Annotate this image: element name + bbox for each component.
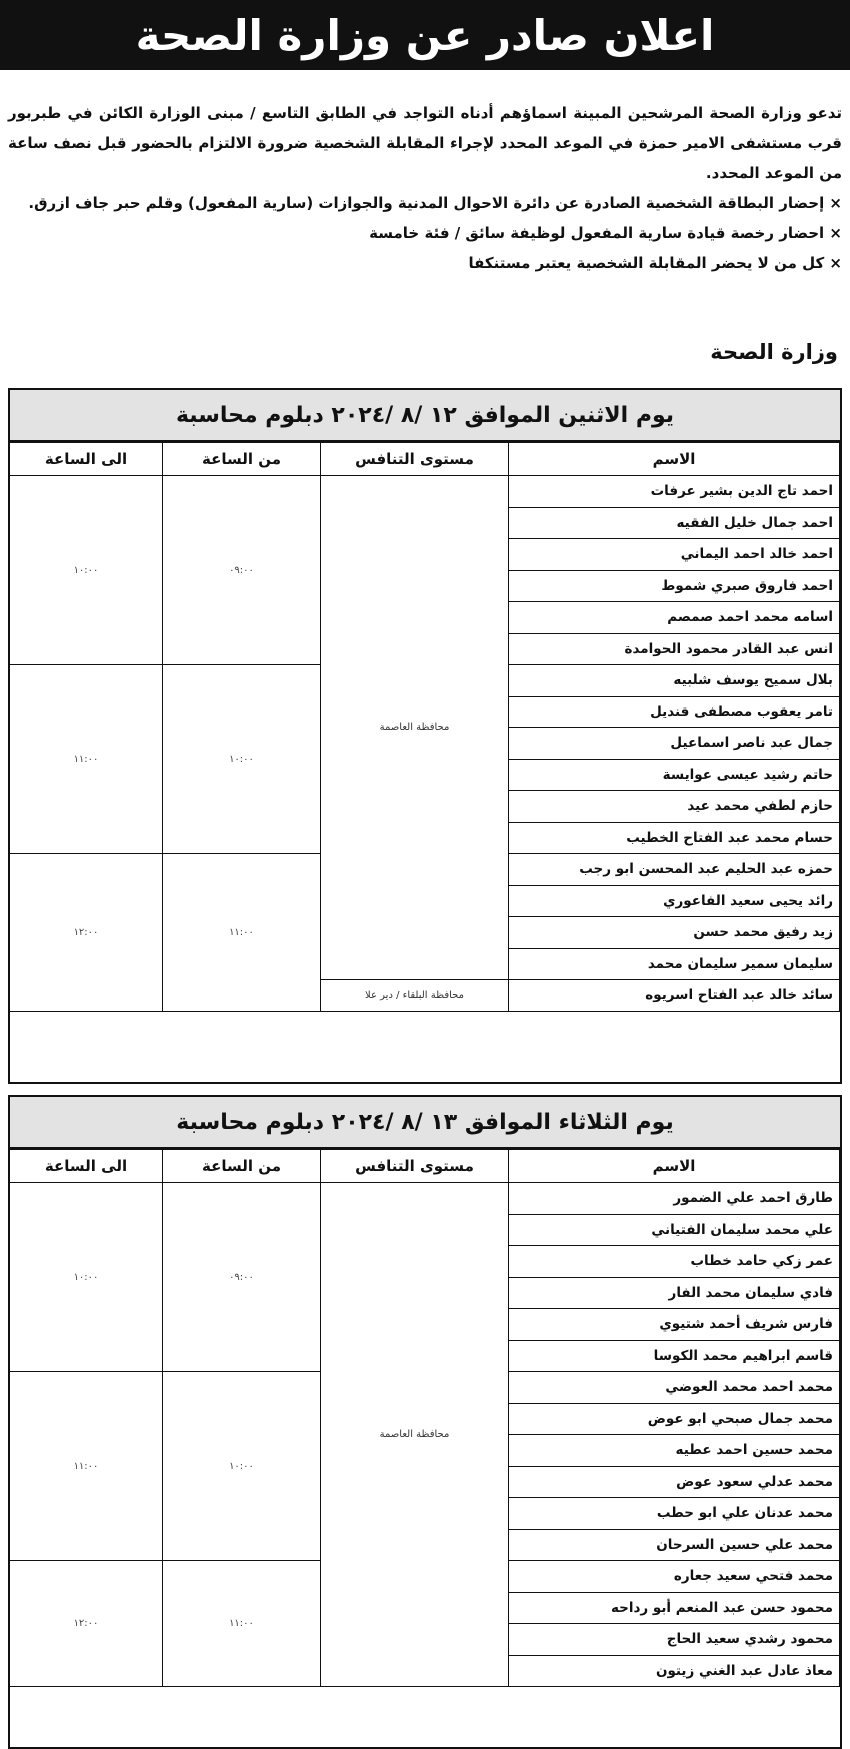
intro-bullet-license: × احضار رخصة قيادة سارية المفعول لوظيفة سائق / فئة خامسة	[369, 224, 842, 242]
candidate-name: محمد فتحي سعيد جعاره	[509, 1561, 840, 1593]
candidate-name: فارس شريف أحمد شتيوي	[509, 1309, 840, 1341]
candidate-name: محمود حسن عبد المنعم أبو رداحه	[509, 1592, 840, 1624]
candidate-name: محمد عدنان علي ابو حطب	[509, 1498, 840, 1530]
table-header-row	[10, 1150, 840, 1183]
slot-from: ١١:٠٠	[163, 1561, 321, 1687]
col-header-from: من الساعة	[163, 1150, 321, 1183]
slot-from: ١٠:٠٠	[163, 1372, 321, 1561]
candidate-name: بلال سميح يوسف شلبيه	[509, 665, 840, 697]
candidate-name: تامر يعقوب مصطفى قنديل	[509, 696, 840, 728]
candidate-name: احمد فاروق صبري شموط	[509, 570, 840, 602]
candidate-name: محمد حسين احمد عطيه	[509, 1435, 840, 1467]
schedule-day2	[8, 1095, 842, 1749]
intro-text	[8, 98, 842, 278]
candidate-name: طارق احمد علي الضمور	[509, 1183, 840, 1215]
candidate-name: محمد احمد محمد العوضي	[509, 1372, 840, 1404]
candidate-name: احمد خالد احمد اليماني	[509, 539, 840, 571]
candidate-name: علي محمد سليمان الفتياني	[509, 1214, 840, 1246]
col-header-name: الاسم	[509, 1150, 840, 1183]
day2-title: يوم الثلاثاء الموافق ١٣ /٨ /٢٠٢٤ دبلوم محاسبة	[10, 1097, 840, 1149]
slot-from: ١٠:٠٠	[163, 665, 321, 854]
slot-from: ٠٩:٠٠	[163, 476, 321, 665]
slot-to: ١١:٠٠	[10, 1372, 163, 1561]
candidate-name: سائد خالد عبد الفتاح اسريوه	[509, 980, 840, 1012]
candidate-name: جمال عبد ناصر اسماعيل	[509, 728, 840, 760]
col-header-to: الى الساعة	[10, 443, 163, 476]
table-row	[10, 1183, 840, 1215]
slot-to: ١٠:٠٠	[10, 476, 163, 665]
day1-table	[9, 442, 840, 1012]
competition-level-alt: محافظة البلقاء / دير علا	[321, 980, 509, 1012]
schedule-day1	[8, 388, 842, 1084]
candidate-name: احمد جمال خليل الفقيه	[509, 507, 840, 539]
candidate-name: قاسم ابراهيم محمد الكوسا	[509, 1340, 840, 1372]
col-header-to: الى الساعة	[10, 1150, 163, 1183]
candidate-name: محمد علي حسين السرحان	[509, 1529, 840, 1561]
candidate-name: زيد رفيق محمد حسن	[509, 917, 840, 949]
candidate-name: حسام محمد عبد الفتاح الخطيب	[509, 822, 840, 854]
candidate-name: عمر زكي حامد خطاب	[509, 1246, 840, 1278]
slot-from: ١١:٠٠	[163, 854, 321, 1012]
slot-from: ٠٩:٠٠	[163, 1183, 321, 1372]
candidate-name: سليمان سمير سليمان محمد	[509, 948, 840, 980]
candidate-name: حاتم رشيد عيسى عوايسة	[509, 759, 840, 791]
slot-to: ١٢:٠٠	[10, 1561, 163, 1687]
day1-title: يوم الاثنين الموافق ١٢ /٨ /٢٠٢٤ دبلوم محاسبة	[10, 390, 840, 442]
candidate-name: رائد يحيى سعيد الفاعوري	[509, 885, 840, 917]
slot-to: ١٠:٠٠	[10, 1183, 163, 1372]
col-header-level: مستوى التنافس	[321, 1150, 509, 1183]
col-header-from: من الساعة	[163, 443, 321, 476]
page-title: اعلان صادر عن وزارة الصحة	[135, 10, 715, 60]
intro-bullet-id: × إحضار البطاقة الشخصية الصادرة عن دائرة الاحوال المدنية والجوازات (سارية المفعول) وقلم حبر جاف ازرق.	[28, 194, 842, 212]
col-header-name: الاسم	[509, 443, 840, 476]
header-banner	[0, 0, 850, 70]
day2-table	[9, 1149, 840, 1687]
competition-level: محافظة العاصمة	[321, 1183, 509, 1687]
candidate-name: حازم لطفي محمد عيد	[509, 791, 840, 823]
slot-to: ١١:٠٠	[10, 665, 163, 854]
slot-to: ١٢:٠٠	[10, 854, 163, 1012]
candidate-name: اسامه محمد احمد صمصم	[509, 602, 840, 634]
candidate-name: احمد تاج الدين بشير عرفات	[509, 476, 840, 508]
intro-paragraph: تدعو وزارة الصحة المرشحين المبينة اسماؤهم أدناه التواجد في الطابق التاسع / مبنى الوزارة الكائن في طبربور قرب مستشفى الامير حمزة في الموعد المحدد لإجراء المقابلة الشخصية ضرورة الالتزام بالحضور قبل نصف ساعة من الموعد المحدد.	[8, 104, 842, 182]
candidate-name: فادي سليمان محمد الفار	[509, 1277, 840, 1309]
ministry-label: وزارة الصحة	[710, 340, 838, 364]
candidate-name: محمد عدلي سعود عوض	[509, 1466, 840, 1498]
candidate-name: محمود رشدي سعيد الحاج	[509, 1624, 840, 1656]
col-header-level: مستوى التنافس	[321, 443, 509, 476]
intro-bullet-absence: × كل من لا يحضر المقابلة الشخصية يعتبر مستنكفا	[468, 254, 842, 272]
table-header-row	[10, 443, 840, 476]
candidate-name: محمد جمال صبحي ابو عوض	[509, 1403, 840, 1435]
candidate-name: حمزه عبد الحليم عبد المحسن ابو رجب	[509, 854, 840, 886]
candidate-name: انس عبد القادر محمود الحوامدة	[509, 633, 840, 665]
candidate-name: معاذ عادل عبد الغني زيتون	[509, 1655, 840, 1687]
competition-level: محافظة العاصمة	[321, 476, 509, 980]
table-row	[10, 476, 840, 508]
